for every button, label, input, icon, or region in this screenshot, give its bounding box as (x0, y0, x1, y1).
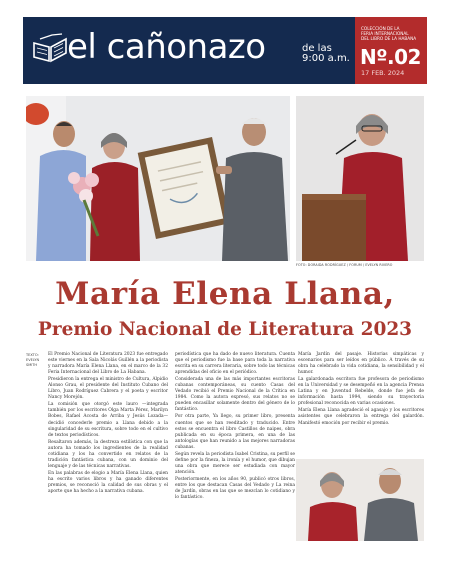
newspaper-subtitle (302, 43, 350, 64)
issue-number: Nº.02 (360, 45, 421, 69)
issue-box (355, 17, 427, 84)
ceremony-photo (26, 96, 290, 261)
article-column-1 (48, 352, 168, 496)
info-line: COLECCIÓN DE LA (361, 26, 400, 31)
subtitle-line-1: de las (302, 43, 332, 54)
paragraph: Posteriormente, en los años 90, publicó otros libros, entre los que destacan Casas del Vedado y La reina de Jardín, obras en las que se mezclan lo cotidiano y lo fantástico. (175, 476, 295, 501)
subtitle-line-2: 9:00 a.m. (302, 53, 350, 64)
open-book-logo-icon (32, 31, 68, 65)
paragraph: En las palabras de elogio a María Elena Llana, quien ha escrito varios libros y ha ganado diferentes premios, se reconoció la calidad de sus obras y el aporte que ha hecho a la narrativa cubana. (48, 470, 168, 495)
article-column-3 (298, 352, 424, 428)
paragraph: El Premio Nacional de Literatura 2023 fue entregado este viernes en la Sala Nicolás Guillén a la periodista y narradora María Elena Llana, en el marco de la 32 Feria Internacional del Libro de La Habana. (48, 352, 168, 376)
paragraph: La comisión que otorgó este lauro —integrada también por los escritores Olga Marta Pérez, Marilyn Bobes, Rafael Acosta de Arriba y Jesús Lozada— decidió concederle premio a Llana debido a la singularidad de su escritura, sobre todo en el cultivo de textos periodísticos. (48, 402, 168, 438)
paragraph: periodística que ha dado de nuevo literatura. Cuenta que el periodismo fue la base para toda la narrativa escrita en su carrera literaria, sobre todo las técnicas aprendidas del oficio en el periódico. (175, 352, 295, 376)
paragraph: María Elena Llana agradeció el agasajo y los escritores asistentes que celebraron la entrega del galardón. Manifestó emoción por recibir el premio. (298, 408, 424, 426)
author-line: SMITH (26, 362, 38, 367)
paragraph: Según revela la periodista Isabel Cristina, su perfil se define por la fineza, la ironía y el humor, que dibujan una obra que merece ser estudiada con mayor atención. (175, 451, 295, 475)
paragraph: La galardonada escritora fue profesora de periodismo en la Universidad y se desempeñó en la agencia Prensa Latina y en Juventud Rebelde, donde fue jefa de información hasta 1994, siendo su trayectoria profesional reconocida en varias ocasiones. (298, 377, 424, 407)
article-column-2 (175, 352, 295, 502)
paragraph: María Jardín del pasaje. Historias simpáticas y escenarios para ser leídos en público. A través de su obra ha celebrado la vida cotidiana, la sensibilidad y el humor. (298, 352, 424, 376)
headline: María Elena Llana, (55, 276, 395, 312)
author-line: EVELYN (26, 357, 40, 362)
portrait-photo (296, 459, 424, 541)
speaker-photo (296, 96, 424, 261)
photo-credit: FOTO: DORAIDA RODRÍGUEZ / FORUM / EVELYN RIVERO (296, 263, 393, 267)
paragraph: Por otra parte, Ya llego, su primer libro, presenta cuentos que se han reeditado y traducido. Entre estos se encuentra el libro Castillos de naipes, obra publicada en su época primera, en una de las antologías que han reunido a las mejores narradoras cubanas. (175, 414, 295, 450)
info-line: FERIA INTERNACIONAL (361, 31, 409, 36)
issue-date: 17 FEB. 2024 (361, 69, 405, 77)
subheadline: Premio Nacional de Literatura 2023 (37, 319, 413, 340)
info-line: DEL LIBRO DE LA HABANA (361, 36, 417, 41)
masthead (23, 17, 427, 84)
newspaper-title: el cañonazo (67, 27, 266, 67)
author-line: TEXTO: (26, 353, 39, 357)
paragraph: Presidieron la entrega el ministro de Cultura, Alpidio Alonso Grau, el presidente del Instituto Cubano del Libro, Juan Rodríguez Cabrera y el poeta y escritor Nancy Morejón. (48, 377, 168, 401)
author-credit (26, 353, 44, 367)
paragraph: Resaltaron además, la destreza estilística con que la autora ha tomado los ingredientes de la realidad cotidiana y los ha convertido en relatos de la tradición fantástica cubana, con un dominio del lenguaje y de las técnicas narrativas. (48, 439, 168, 469)
paragraph: Considerada una de las más importantes escritoras cubanas contemporáneas, su cuento Casas del Vedado recibió el Premio Nacional de la Crítica en 1984. Como la autora expresó, sus relatos no se pueden encasillar solamente dentro del género de lo fantástico. (175, 377, 295, 413)
